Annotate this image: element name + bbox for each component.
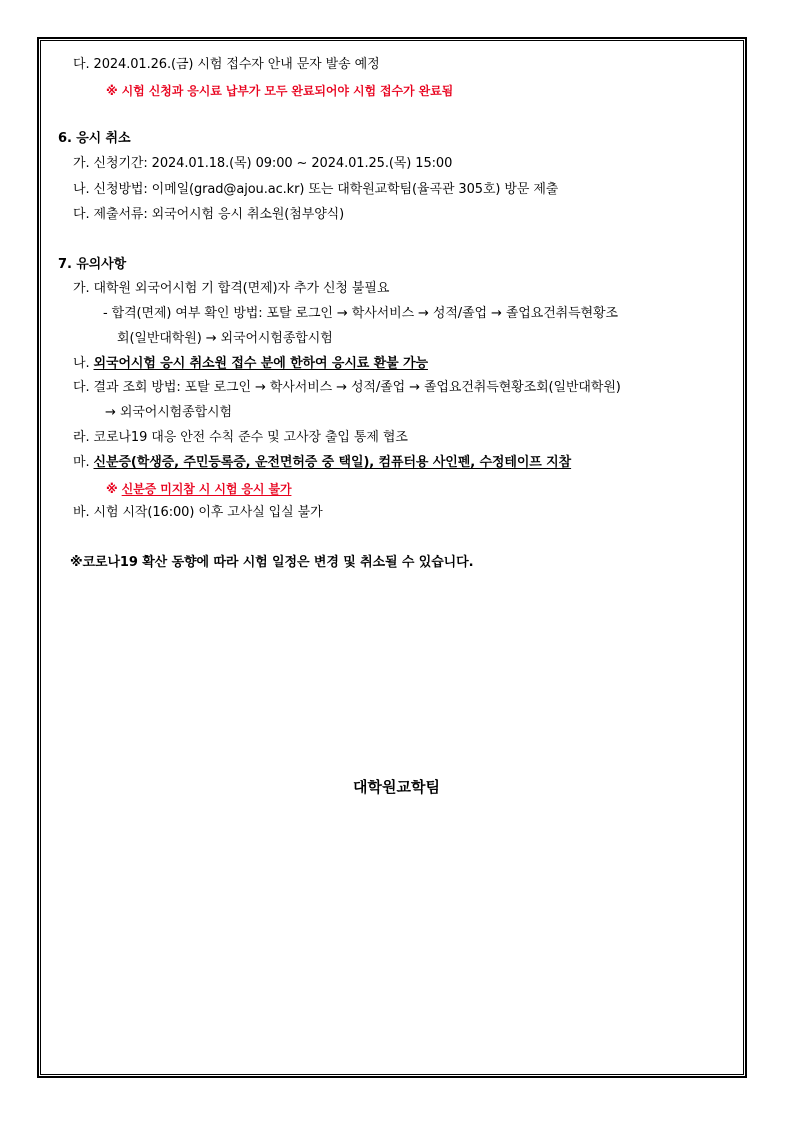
s7-item-e-note xyxy=(106,480,291,498)
s7-item-b-text: 외국어시험 응시 취소원 접수 분에 한하여 응시료 환불 가능 xyxy=(93,356,428,371)
s7-item-c-1: 다. 결과 조회 방법: 포탈 로그인 → 학사서비스 → 성적/졸업 → 졸업요건취득현황조회(일반대학원) xyxy=(73,380,621,395)
s6-heading: 6. 응시 취소 xyxy=(58,131,131,146)
s7-item-b xyxy=(73,355,428,373)
s6-item-b: 나. 신청방법: 이메일(grad@ajou.ac.kr) 또는 대학원교학팀(율곡관 305호) 방문 제출 xyxy=(73,182,559,197)
s5-item-c: 다. 2024.01.26.(금) 시험 접수자 안내 문자 발송 예정 xyxy=(73,57,380,72)
s7-heading: 7. 유의사항 xyxy=(58,257,127,272)
s7-item-e-prefix: 마. xyxy=(73,455,94,470)
s7-item-e-note-text: 신분증 미지참 시 시험 응시 불가 xyxy=(121,482,292,496)
s6-item-c: 다. 제출서류: 외국어시험 응시 취소원(첨부양식) xyxy=(73,207,345,222)
notice: ※코로나19 확산 동향에 따라 시험 일정은 변경 및 취소될 수 있습니다. xyxy=(70,555,474,570)
s7-item-a-sub-1: - 합격(면제) 여부 확인 방법: 포탈 로그인 → 학사서비스 → 성적/졸업 → 졸업요건취득현황조 xyxy=(103,306,618,321)
s7-item-a-sub-2: 회(일반대학원) → 외국어시험종합시험 xyxy=(117,331,333,346)
s6-item-a: 가. 신청기간: 2024.01.18.(목) 09:00 ~ 2024.01.25.(목) 15:00 xyxy=(73,156,453,171)
s7-item-e-note-mark: ※ xyxy=(106,482,122,496)
s5-note: ※ 시험 신청과 응시료 납부가 모두 완료되어야 시험 접수가 완료됨 xyxy=(106,84,454,98)
issuer-name: 대학원교학팀 xyxy=(353,778,440,796)
s7-item-c-2: → 외국어시험종합시험 xyxy=(105,405,232,420)
s7-item-e-text: 신분증(학생증, 주민등록증, 운전면허증 중 택일), 컴퓨터용 사인펜, 수정테이프 지참 xyxy=(93,455,572,470)
s7-item-d: 라. 코로나19 대응 안전 수칙 준수 및 고사장 출입 통제 협조 xyxy=(73,430,408,445)
s7-item-b-prefix: 나. xyxy=(73,356,94,371)
s7-item-a: 가. 대학원 외국어시험 기 합격(면제)자 추가 신청 불필요 xyxy=(73,281,390,296)
s7-item-e xyxy=(73,454,571,472)
s7-item-f: 바. 시험 시작(16:00) 이후 고사실 입실 불가 xyxy=(73,505,323,520)
